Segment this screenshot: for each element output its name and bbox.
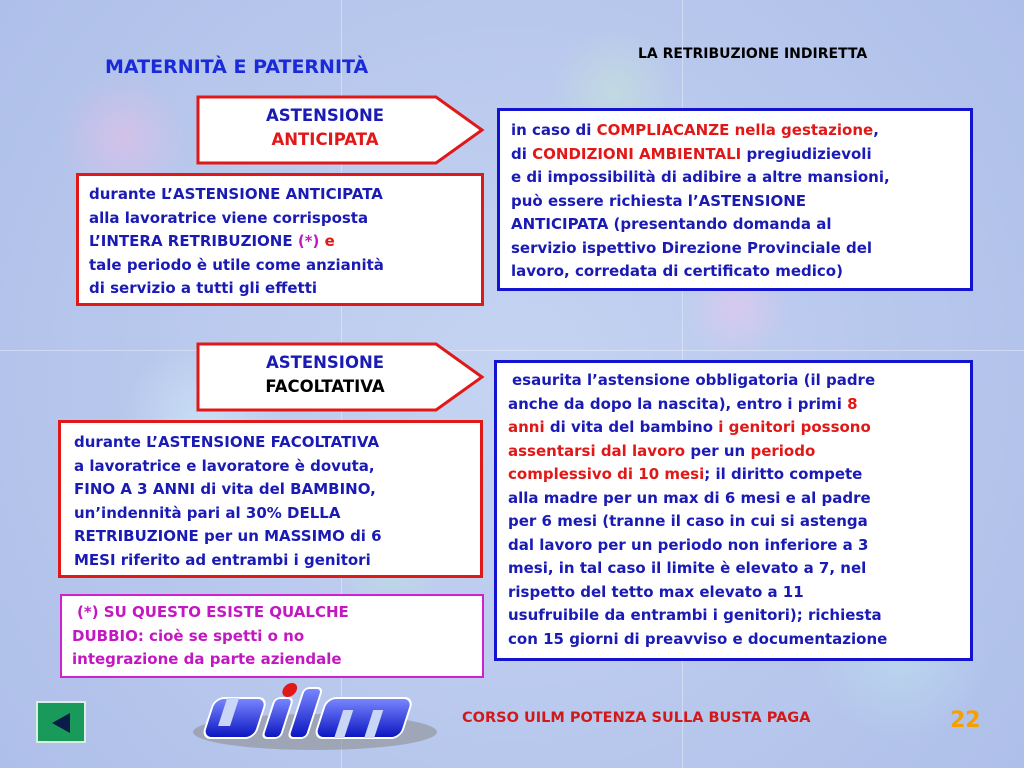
- text-line: un’indennità pari al 30% DELLA: [74, 503, 341, 522]
- astensione-anticipata-detail-box: [497, 108, 973, 291]
- back-button[interactable]: [36, 701, 86, 743]
- page-number: 22: [950, 708, 981, 733]
- course-title: CORSO UILM POTENZA SULLA BUSTA PAGA: [462, 710, 811, 726]
- arrow-callout-astensione-anticipata: [196, 95, 486, 165]
- text-line: usufruibile da entrambi i genitori); richiesta: [508, 606, 882, 624]
- text-line: dal lavoro per un periodo non inferiore a 3: [508, 535, 869, 554]
- text-line: alla lavoratrice viene corrisposta: [89, 208, 369, 227]
- text-line: DUBBIO: cioè se spetti o no: [72, 626, 305, 645]
- text-line: con 15 giorni di preavviso e documentazione: [508, 629, 888, 648]
- text-line: FINO A 3 ANNI di vita del BAMBINO,: [74, 480, 376, 498]
- astensione-facoltativa-detail-box: [494, 360, 973, 661]
- astensione-facoltativa-summary-box: [58, 420, 483, 578]
- text-line: servizio ispettivo Direzione Provinciale del: [511, 238, 873, 257]
- text-line: anni di vita del bambino i genitori possono: [508, 418, 871, 436]
- text-line: durante L’ASTENSIONE FACOLTATIVA: [74, 433, 380, 451]
- text-line: alla madre per un max di 6 mesi e al padre: [508, 488, 871, 507]
- text-line: lavoro, corredata di certificato medico): [511, 262, 843, 280]
- text-line: di servizio a tutti gli effetti: [89, 279, 318, 297]
- text-line: ANTICIPATA (presentando domanda al: [511, 215, 832, 233]
- background-grid-line: [0, 350, 1024, 351]
- text-line: per 6 mesi (tranne il caso in cui si astenga: [508, 512, 868, 530]
- text-line: di CONDIZIONI AMBIENTALI pregiudizievoli: [511, 144, 872, 163]
- astensione-anticipata-summary-box: [76, 173, 484, 306]
- text-line: esaurita l’astensione obbligatoria (il padre: [512, 371, 876, 389]
- page-title: MATERNITÀ E PATERNITÀ: [105, 56, 369, 78]
- uilm-logo: [185, 680, 445, 759]
- text-line: può essere richiesta l’ASTENSIONE: [511, 191, 807, 210]
- text-line: durante L’ASTENSIONE ANTICIPATA: [89, 185, 383, 203]
- text-line: L’INTERA RETRIBUZIONE (*) e: [89, 232, 335, 250]
- text-line: in caso di COMPLIACANZE nella gestazione,: [511, 121, 879, 139]
- text-line: (*) SU QUESTO ESISTE QUALCHE: [77, 603, 349, 621]
- text-line: mesi, in tal caso il limite è elevato a 7, nel: [508, 559, 867, 577]
- section-subtitle: LA RETRIBUZIONE INDIRETTA: [638, 46, 868, 62]
- arrow-label-line1: ASTENSIONE: [265, 353, 385, 372]
- arrow-callout-astensione-facoltativa: [196, 342, 486, 412]
- arrow-label-line2: ANTICIPATA: [271, 130, 379, 149]
- text-line: tale periodo è utile come anzianità: [89, 255, 384, 274]
- note-box: [60, 594, 484, 678]
- text-line: RETRIBUZIONE per un MASSIMO di 6: [74, 527, 382, 545]
- text-line: anche da dopo la nascita), entro i primi 8: [508, 394, 858, 413]
- text-line: complessivo di 10 mesi; il diritto compete: [508, 465, 863, 483]
- back-arrow-icon: [52, 713, 70, 733]
- text-line: MESI riferito ad entrambi i genitori: [74, 550, 371, 569]
- text-line: integrazione da parte aziendale: [72, 650, 342, 668]
- arrow-label-line1: ASTENSIONE: [265, 106, 385, 125]
- text-line: a lavoratrice e lavoratore è dovuta,: [74, 456, 375, 475]
- arrow-label-line2: FACOLTATIVA: [265, 377, 385, 396]
- text-line: e di impossibilità di adibire a altre mansioni,: [511, 168, 890, 186]
- text-line: assentarsi dal lavoro per un periodo: [508, 441, 816, 460]
- text-line: rispetto del tetto max elevato a 11: [508, 582, 804, 601]
